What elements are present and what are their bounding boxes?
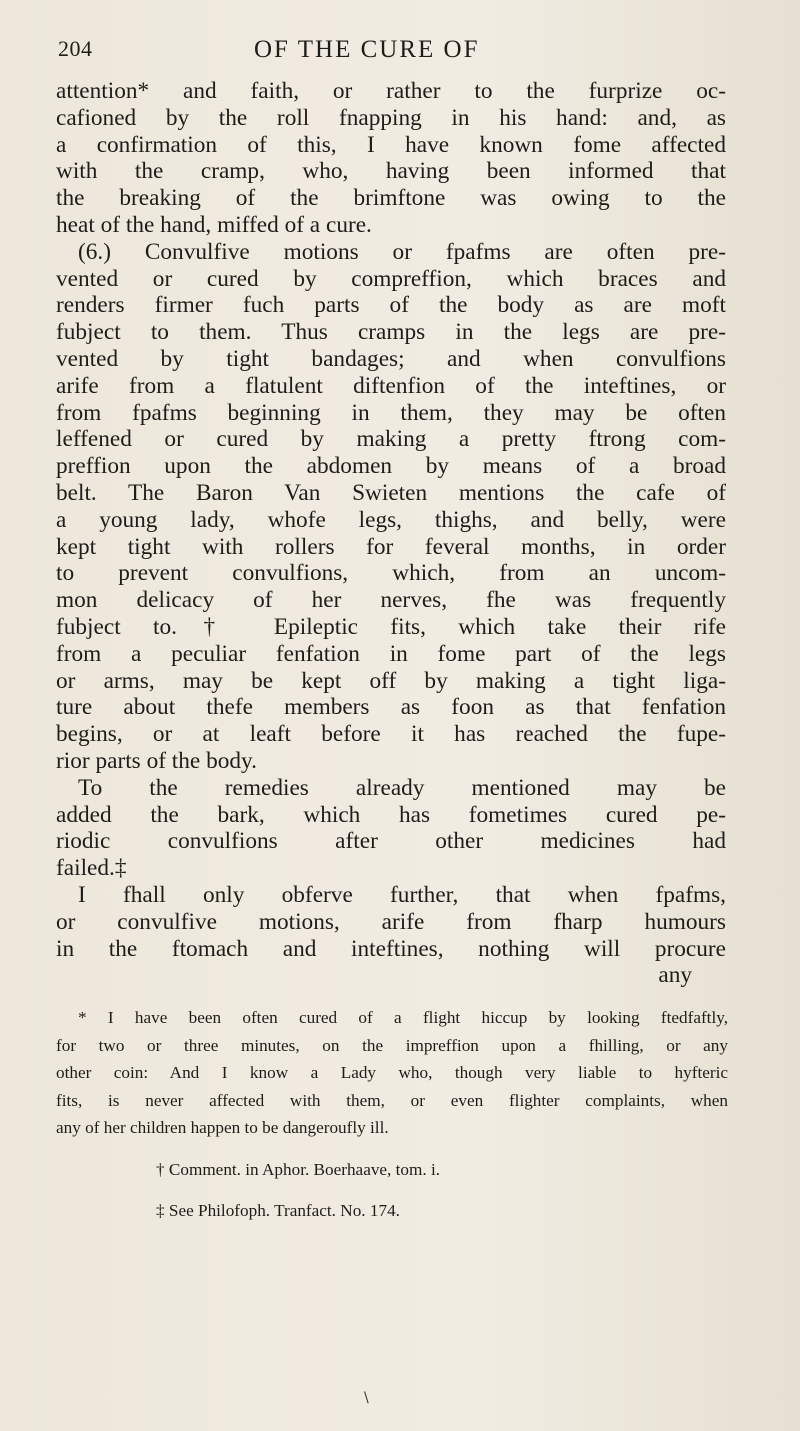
body-line: the breaking of the brimftone was owing to the	[56, 185, 726, 212]
footnote-line: fits, is never affected with them, or even flighter complaints, when	[56, 1090, 728, 1110]
body-line: vented by tight bandages; and when convulfions	[56, 345, 726, 372]
footnote-line: other coin: And I know a Lady who, though very liable to hyfteric	[56, 1063, 728, 1082]
body-line: preffion upon the abdomen by means of a broad	[56, 453, 726, 480]
body-line: renders firmer fuch parts of the body as are moft	[56, 292, 726, 319]
body-line: with the cramp, who, having been informed that	[56, 158, 726, 185]
body-line: or arms, may be kept off by making a tight liga-	[56, 667, 726, 694]
bottom-mark: \	[364, 1390, 369, 1406]
body-line: I fhall only obferve further, that when fpafms,	[78, 881, 726, 908]
body-line: failed.‡	[56, 855, 127, 882]
body-text	[56, 78, 726, 989]
body-line: heat of the hand, miffed of a cure.	[56, 211, 372, 238]
body-line: or convulfive motions, arife from fharp humours	[56, 908, 726, 935]
body-line: fubject to them. Thus cramps in the legs are pre-	[56, 319, 726, 346]
footnotes	[56, 1004, 728, 1225]
body-line: arife from a flatulent diftenfion of the inteftines, or	[56, 372, 726, 399]
body-line: riodic convulfions after other medicines had	[56, 828, 726, 855]
body-line: added the bark, which has fometimes cured pe-	[56, 801, 726, 828]
footnote-reference: † Comment. in Aphor. Boerhaave, tom. i.	[156, 1159, 441, 1179]
page-number: 204	[58, 36, 93, 61]
body-line: To the remedies already mentioned may be	[78, 774, 726, 801]
body-line: leffened or cured by making a pretty ftrong com-	[56, 426, 726, 453]
body-line: rior parts of the body.	[56, 747, 257, 774]
running-head: OF THE CURE OF	[254, 36, 480, 63]
body-line: fubject to.† Epileptic fits, which take their rife	[56, 613, 726, 640]
body-line: in the ftomach and inteftines, nothing will procure	[56, 935, 726, 962]
footnote-line: * I have been often cured of a flight hiccup by looking ftedfaftly,	[78, 1008, 728, 1027]
footnote-reference: ‡ See Philofoph. Tranfact. No. 174.	[156, 1201, 400, 1220]
catchword: any	[658, 962, 692, 989]
body-line: from a peculiar fenfation in fome part of the legs	[56, 640, 726, 667]
footnote-line: for two or three minutes, on the impreffion upon a fhilling, or any	[56, 1035, 728, 1055]
body-line: ture about thefe members as foon as that fenfation	[56, 694, 726, 721]
body-line: begins, or at leaft before it has reached the fupe-	[56, 721, 726, 748]
body-line: cafioned by the roll fnapping in his hand: and, as	[56, 104, 726, 131]
body-line: kept tight with rollers for feveral months, in order	[56, 533, 726, 560]
body-line: vented or cured by compreffion, which braces and	[56, 265, 726, 292]
body-line: mon delicacy of her nerves, fhe was frequently	[56, 587, 726, 614]
body-line: a young lady, whofe legs, thighs, and belly, were	[56, 506, 726, 533]
body-line: attention* and faith, or rather to the furprize oc-	[56, 78, 726, 104]
body-line: belt. The Baron Van Swieten mentions the cafe of	[56, 479, 726, 506]
body-line: from fpafms beginning in them, they may be often	[56, 399, 726, 426]
body-line: (6.) Convulfive motions or fpafms are often pre-	[78, 238, 726, 265]
footnote-line: any of her children happen to be dangeroufly ill.	[56, 1118, 389, 1137]
page-header	[58, 36, 760, 68]
body-line: a confirmation of this, I have known fome affected	[56, 131, 726, 158]
body-line: to prevent convulfions, which, from an uncom-	[56, 560, 726, 587]
